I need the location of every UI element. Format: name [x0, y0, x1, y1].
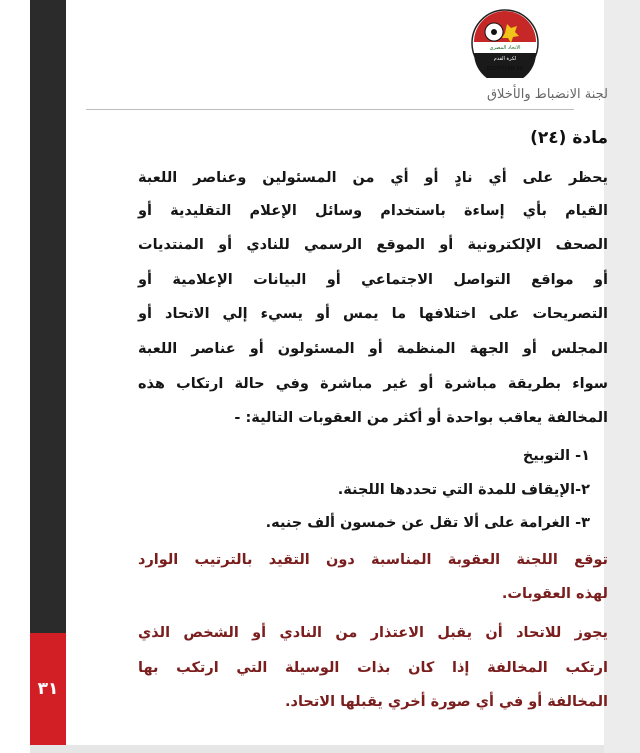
- bottom-margin: [30, 745, 604, 753]
- paragraph-line: لهذه العقوبات.: [501, 586, 608, 602]
- article-line: يحظر على أي نادٍ أو أي من المسئولين وعناصر اللعبة: [138, 170, 608, 186]
- committee-title: لجنة الانضباط والأخلاق: [486, 87, 608, 102]
- penalty-item: ١- التوبيخ: [522, 448, 590, 464]
- article-line: المخالفة يعاقب بواحدة أو أكثر من العقوبات التالية: -: [234, 410, 608, 426]
- paragraph-line: توقع اللجنة العقوبة المناسبة دون التقيد بالترتيب الوارد: [138, 552, 608, 568]
- article-line: المجلس أو الجهة المنظمة أو المسئولون أو عناصر اللعبة: [138, 341, 608, 357]
- article-line: سواء بطريقة مباشرة أو غير مباشرة وفي حالة ارتكاب هذه: [138, 376, 608, 392]
- efa-logo: [470, 8, 540, 78]
- header-divider: [86, 109, 574, 110]
- article-line: التصريحات على اختلافها ما يمس أو يسيء إلي الاتحاد أو: [138, 306, 608, 322]
- page-number-tab: [30, 633, 66, 745]
- article-heading: مادة (٢٤): [530, 128, 608, 148]
- logo-text: EGYPTIAN FA: [486, 66, 524, 72]
- article-line: أو مواقع التواصل الاجتماعي أو البيانات الإعلامية أو: [138, 272, 608, 288]
- paragraph-line: يجوز للاتحاد أن يقبل الاعتذار من النادي أو الشخص الذي: [138, 625, 608, 641]
- penalty-item: ٢-الإيقاف للمدة التي تحددها اللجنة.: [337, 482, 590, 498]
- article-line: الصحف الإلكترونية أو الموقع الرسمي للنادي أو المنتديات: [138, 237, 608, 253]
- paragraph-line: ارتكب المخالفة إذا كان بذات الوسيلة التي ارتكب بها: [138, 660, 608, 676]
- page-number: ٣١: [37, 679, 59, 699]
- logo-text: الاتحاد المصري: [489, 45, 521, 51]
- right-margin: [604, 0, 640, 753]
- article-line: القيام بأي إساءة باستخدام وسائل الإعلام التقليدية أو: [138, 203, 608, 219]
- penalty-item: ٣- الغرامة على ألا تقل عن خمسون ألف جنيه.: [265, 515, 590, 531]
- side-bar-dark: [30, 0, 66, 633]
- paragraph-line: المخالفة أو في أي صورة أخري يقبلها الاتحاد.: [285, 694, 608, 710]
- logo-text: لكرة القدم: [493, 56, 517, 62]
